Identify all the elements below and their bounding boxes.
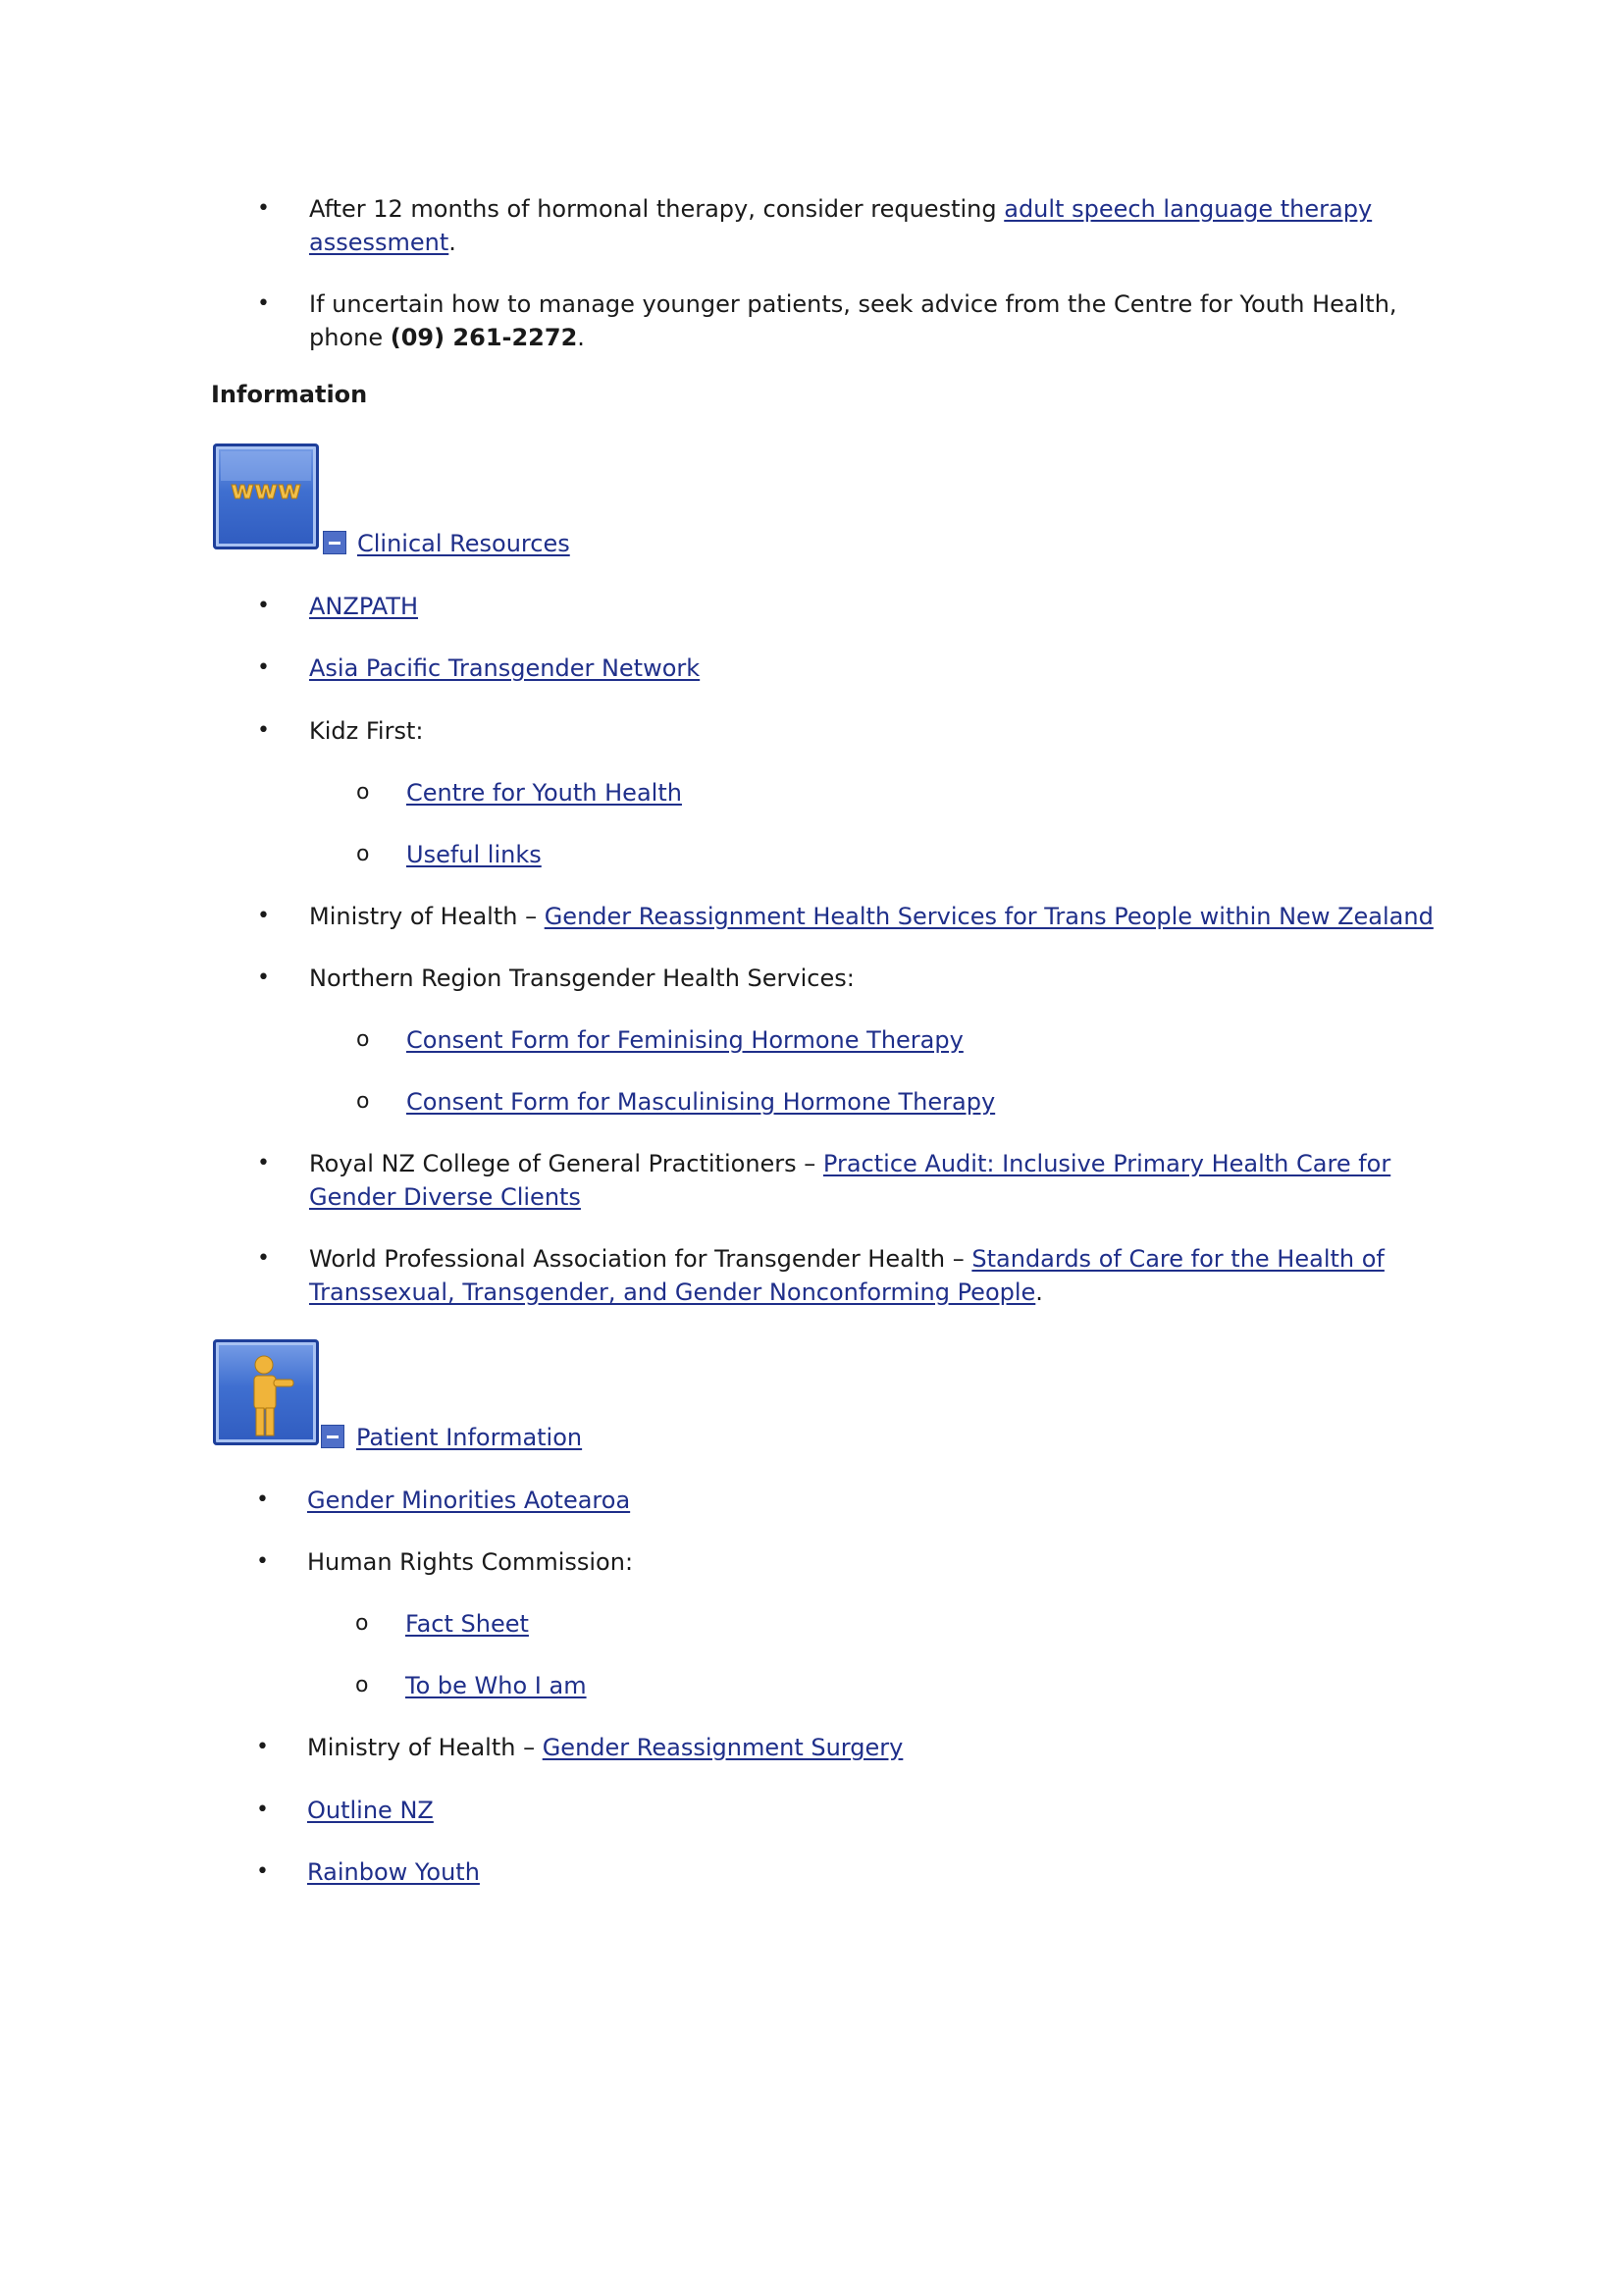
bullet-dot: • — [257, 965, 270, 990]
list-item-cont — [309, 1276, 1043, 1309]
www-icon-text: www — [230, 476, 302, 505]
sub-bullet: o — [356, 1027, 370, 1052]
list-item — [406, 1085, 995, 1119]
centre-youth-health-link[interactable]: Centre for Youth Health — [406, 779, 682, 807]
sub-bullet: o — [356, 842, 370, 866]
phone-label: phone — [309, 324, 391, 351]
list-item — [405, 1669, 587, 1702]
northern-region-label: Northern Region Transgender Health Services: — [309, 965, 855, 992]
bullet-dot: • — [256, 1859, 269, 1884]
practice-audit-link-cont[interactable]: Gender Diverse Clients — [309, 1183, 581, 1211]
information-heading: Information — [211, 381, 368, 408]
intro-bullet-1-text: After 12 months of hormonal therapy, consider requesting — [309, 195, 1005, 223]
phone-number: (09) 261-2272 — [390, 324, 578, 351]
fact-sheet-link[interactable]: Fact Sheet — [405, 1610, 529, 1638]
list-item — [309, 900, 1434, 933]
kidz-first-label: Kidz First: — [309, 717, 424, 745]
list-item — [307, 1484, 630, 1517]
list-item — [309, 1242, 1385, 1276]
list-item — [406, 776, 682, 809]
intro-bullet-1 — [309, 192, 1372, 226]
bullet-dot: • — [257, 655, 270, 680]
moh-gender-services-link[interactable]: Gender Reassignment Health Services for Trans People within New Zealand — [544, 903, 1434, 930]
bullet-dot: • — [257, 1151, 270, 1175]
sub-bullet: o — [356, 1089, 370, 1114]
intro-bullet-2-cont — [309, 321, 585, 354]
practice-audit-link[interactable]: Practice Audit: Inclusive Primary Health Care for — [822, 1150, 1391, 1177]
gender-reassignment-surgery-link[interactable]: Gender Reassignment Surgery — [542, 1734, 904, 1761]
gender-minorities-link[interactable]: Gender Minorities Aotearoa — [307, 1487, 631, 1514]
useful-links-link[interactable]: Useful links — [406, 841, 542, 868]
anzpath-link[interactable]: ANZPATH — [309, 593, 419, 620]
standards-of-care-link-cont[interactable]: Transsexual, Transgender, and Gender Nonconforming People — [309, 1278, 1036, 1306]
speech-therapy-link[interactable]: adult speech language therapy — [1004, 195, 1373, 223]
list-item — [307, 1794, 434, 1827]
bullet-dot: • — [256, 1549, 269, 1574]
sub-bullet: o — [355, 1673, 369, 1697]
list-item — [405, 1607, 529, 1641]
bullet-dot: • — [256, 1735, 269, 1759]
period: . — [577, 324, 585, 351]
list-item — [307, 1855, 480, 1889]
list-item — [309, 590, 418, 623]
person-icon — [213, 1339, 319, 1445]
bullet-dot: • — [257, 594, 270, 618]
moh-prefix: Ministry of Health – — [307, 1734, 543, 1761]
bullet-dot: • — [257, 718, 270, 743]
list-item — [309, 1147, 1390, 1180]
list-item-cont — [309, 1180, 581, 1214]
consent-feminising-link[interactable]: Consent Form for Feminising Hormone Therapy — [406, 1026, 964, 1054]
bullet-dot: • — [257, 1246, 270, 1271]
list-item — [406, 838, 542, 871]
wpath-prefix: World Professional Association for Transgender Health – — [309, 1245, 972, 1273]
bullet-dot: • — [256, 1487, 269, 1512]
bullet-dot: • — [257, 904, 270, 928]
list-item — [309, 652, 700, 685]
clinical-resources-link[interactable]: Clinical Resources — [357, 530, 570, 557]
list-item — [406, 1023, 964, 1057]
bullet-dot: • — [257, 196, 270, 221]
period: . — [1035, 1278, 1043, 1306]
bullet-dot: • — [257, 291, 270, 316]
list-item — [307, 1731, 903, 1764]
moh-prefix: Ministry of Health – — [309, 903, 545, 930]
rainbow-youth-link[interactable]: Rainbow Youth — [307, 1858, 480, 1886]
outline-nz-link[interactable]: Outline NZ — [307, 1797, 434, 1824]
collapse-minus-icon[interactable] — [323, 531, 346, 554]
sub-bullet: o — [356, 780, 370, 805]
collapse-minus-icon[interactable] — [321, 1425, 344, 1448]
rnzcgp-prefix: Royal NZ College of General Practitioners – — [309, 1150, 823, 1177]
standards-of-care-link[interactable]: Standards of Care for the Health of — [971, 1245, 1385, 1273]
consent-masculinising-link[interactable]: Consent Form for Masculinising Hormone Therapy — [406, 1088, 996, 1116]
speech-therapy-link-cont[interactable]: assessment — [309, 229, 449, 256]
www-icon — [213, 444, 319, 549]
asia-pacific-link[interactable]: Asia Pacific Transgender Network — [309, 654, 701, 682]
period: . — [448, 229, 456, 256]
intro-bullet-1-cont — [309, 226, 456, 259]
intro-bullet-2: If uncertain how to manage younger patients, seek advice from the Centre for Youth Health, — [309, 290, 1397, 318]
sub-bullet: o — [355, 1611, 369, 1636]
clinical-resources-title — [357, 527, 570, 560]
bullet-dot: • — [256, 1798, 269, 1822]
patient-info-title — [356, 1421, 582, 1454]
to-be-who-i-am-link[interactable]: To be Who I am — [405, 1672, 587, 1699]
patient-information-link[interactable]: Patient Information — [356, 1424, 583, 1451]
hrc-label: Human Rights Commission: — [307, 1548, 634, 1576]
